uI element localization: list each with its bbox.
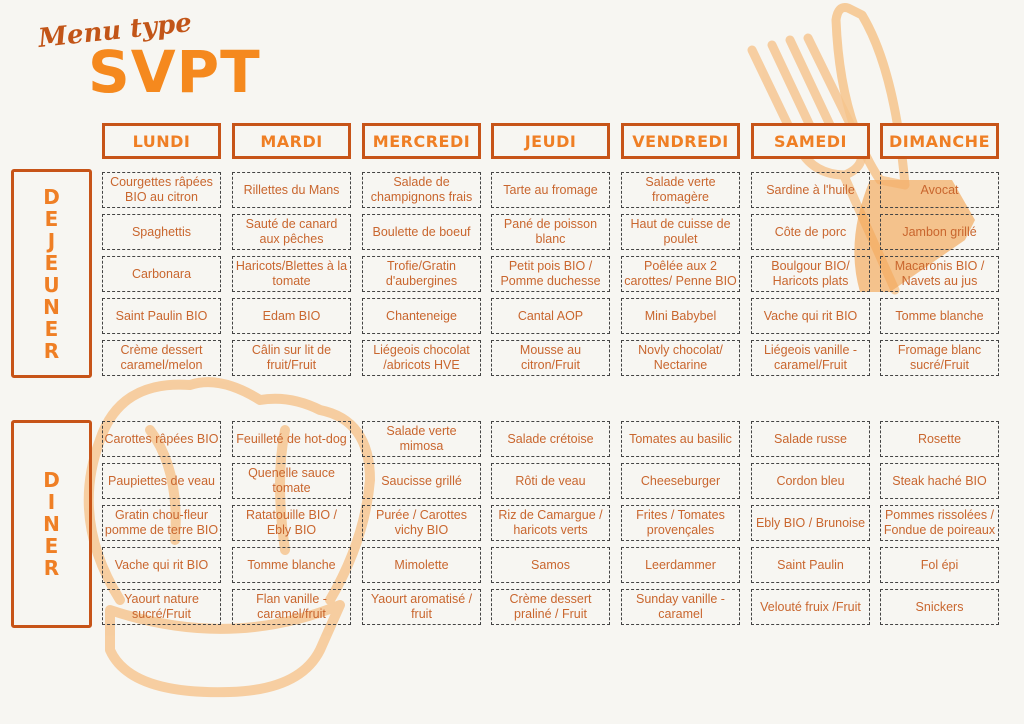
menu-cell-diner: Yaourt nature sucré/Fruit	[102, 589, 221, 625]
menu-cell-diner: Tomme blanche	[232, 547, 351, 583]
section-letter: U	[43, 272, 60, 297]
menu-cell-dejeuner: Sauté de canard aux pêches	[232, 214, 351, 250]
menu-cell-dejeuner: Crème dessert caramel/melon	[102, 340, 221, 376]
menu-cell-diner: Snickers	[880, 589, 999, 625]
menu-cell-dejeuner: Pané de poisson blanc	[491, 214, 610, 250]
menu-cell-dejeuner: Salade de champignons frais	[362, 172, 481, 208]
menu-cell-diner: Flan vanille - caramel/fruit	[232, 589, 351, 625]
menu-cell-diner: Salade verte mimosa	[362, 421, 481, 457]
menu-cell-diner: Paupiettes de veau	[102, 463, 221, 499]
menu-cell-dejeuner: Petit pois BIO / Pomme duchesse	[491, 256, 610, 292]
menu-cell-diner: Quenelle sauce tomate	[232, 463, 351, 499]
menu-cell-dejeuner: Liégeois vanille - caramel/Fruit	[751, 340, 870, 376]
menu-cell-diner: Carottes râpées BIO	[102, 421, 221, 457]
menu-cell-diner: Leerdammer	[621, 547, 740, 583]
menu-cell-diner: Fol épi	[880, 547, 999, 583]
section-label-dejeuner	[11, 169, 92, 378]
menu-cell-diner: Samos	[491, 547, 610, 583]
menu-cell-dejeuner: Spaghettis	[102, 214, 221, 250]
menu-cell-diner: Ratatouille BIO / Ebly BIO	[232, 505, 351, 541]
svpt-title: SVPT	[88, 38, 261, 106]
menu-cell-dejeuner: Tomme blanche	[880, 298, 999, 334]
day-header-dimanche: DIMANCHE	[880, 123, 999, 159]
menu-cell-dejeuner: Haricots/Blettes à la tomate	[232, 256, 351, 292]
menu-cell-diner: Cordon bleu	[751, 463, 870, 499]
section-letter: E	[44, 206, 59, 231]
section-letter: E	[44, 316, 59, 341]
menu-cell-dejeuner: Avocat	[880, 172, 999, 208]
menu-cell-dejeuner: Tarte au fromage	[491, 172, 610, 208]
menu-cell-diner: Purée / Carottes vichy BIO	[362, 505, 481, 541]
menu-cell-dejeuner: Salade verte fromagère	[621, 172, 740, 208]
day-header-vendredi: VENDREDI	[621, 123, 740, 159]
menu-cell-diner: Steak haché BIO	[880, 463, 999, 499]
menu-cell-dejeuner: Novly chocolat/ Nectarine	[621, 340, 740, 376]
menu-cell-diner: Saucisse grillé	[362, 463, 481, 499]
menu-cell-dejeuner: Boulgour BIO/ Haricots plats	[751, 256, 870, 292]
menu-cell-dejeuner: Haut de cuisse de poulet	[621, 214, 740, 250]
menu-cell-diner: Ebly BIO / Brunoise	[751, 505, 870, 541]
day-header-samedi: SAMEDI	[751, 123, 870, 159]
section-letter: R	[43, 556, 60, 580]
section-letter: D	[43, 184, 60, 209]
menu-cell-dejeuner: Courgettes râpées BIO au citron	[102, 172, 221, 208]
section-label-diner	[11, 420, 92, 628]
section-letter: N	[43, 512, 60, 536]
menu-cell-dejeuner: Cantal AOP	[491, 298, 610, 334]
section-letter: J	[47, 228, 56, 253]
menu-cell-dejeuner: Poêlée aux 2 carottes/ Penne BIO	[621, 256, 740, 292]
menu-cell-diner: Rôti de veau	[491, 463, 610, 499]
menu-cell-diner: Velouté fruix /Fruit	[751, 589, 870, 625]
menu-cell-diner: Crème dessert praliné / Fruit	[491, 589, 610, 625]
menu-cell-dejeuner: Saint Paulin BIO	[102, 298, 221, 334]
menu-cell-dejeuner: Fromage blanc sucré/Fruit	[880, 340, 999, 376]
menu-cell-dejeuner: Carbonara	[102, 256, 221, 292]
day-header-lundi: LUNDI	[102, 123, 221, 159]
menu-cell-dejeuner: Vache qui rit BIO	[751, 298, 870, 334]
section-letter: N	[43, 294, 60, 319]
menu-cell-dejeuner: Liégeois chocolat /abricots HVE	[362, 340, 481, 376]
menu-cell-diner: Mimolette	[362, 547, 481, 583]
menu-cell-dejeuner: Macaronis BIO / Navets au jus	[880, 256, 999, 292]
section-letter: E	[44, 534, 59, 558]
menu-cell-diner: Rosette	[880, 421, 999, 457]
day-header-jeudi: JEUDI	[491, 123, 610, 159]
menu-cell-dejeuner: Trofie/Gratin d'aubergines	[362, 256, 481, 292]
menu-cell-dejeuner: Mousse au citron/Fruit	[491, 340, 610, 376]
section-letter: E	[44, 250, 59, 275]
day-header-mercredi: MERCREDI	[362, 123, 481, 159]
menu-cell-diner: Riz de Camargue / haricots verts	[491, 505, 610, 541]
menu-cell-diner: Vache qui rit BIO	[102, 547, 221, 583]
menu-cell-diner: Salade crétoise	[491, 421, 610, 457]
menu-cell-dejeuner: Côte de porc	[751, 214, 870, 250]
menu-cell-dejeuner: Jambon grillé	[880, 214, 999, 250]
menu-cell-diner: Saint Paulin	[751, 547, 870, 583]
section-letter: I	[47, 490, 56, 514]
day-header-mardi: MARDI	[232, 123, 351, 159]
menu-cell-dejeuner: Câlin sur lit de fruit/Fruit	[232, 340, 351, 376]
menu-cell-dejeuner: Rillettes du Mans	[232, 172, 351, 208]
menu-cell-diner: Sunday vanille - caramel	[621, 589, 740, 625]
menu-cell-dejeuner: Sardine à l'huile	[751, 172, 870, 208]
section-letter: R	[43, 338, 60, 363]
menu-type-title: Menu type	[36, 8, 194, 54]
menu-cell-diner: Feuilleté de hot-dog	[232, 421, 351, 457]
menu-cell-diner: Tomates au basilic	[621, 421, 740, 457]
menu-cell-diner: Frites / Tomates provençales	[621, 505, 740, 541]
menu-cell-diner: Salade russe	[751, 421, 870, 457]
menu-cell-dejeuner: Edam BIO	[232, 298, 351, 334]
section-letter: D	[43, 468, 60, 492]
menu-cell-diner: Pommes rissolées / Fondue de poireaux	[880, 505, 999, 541]
menu-cell-diner: Cheeseburger	[621, 463, 740, 499]
menu-cell-dejeuner: Mini Babybel	[621, 298, 740, 334]
menu-cell-dejeuner: Boulette de boeuf	[362, 214, 481, 250]
menu-cell-diner: Yaourt aromatisé / fruit	[362, 589, 481, 625]
menu-cell-diner: Gratin chou-fleur pomme de terre BIO	[102, 505, 221, 541]
menu-cell-dejeuner: Chanteneige	[362, 298, 481, 334]
